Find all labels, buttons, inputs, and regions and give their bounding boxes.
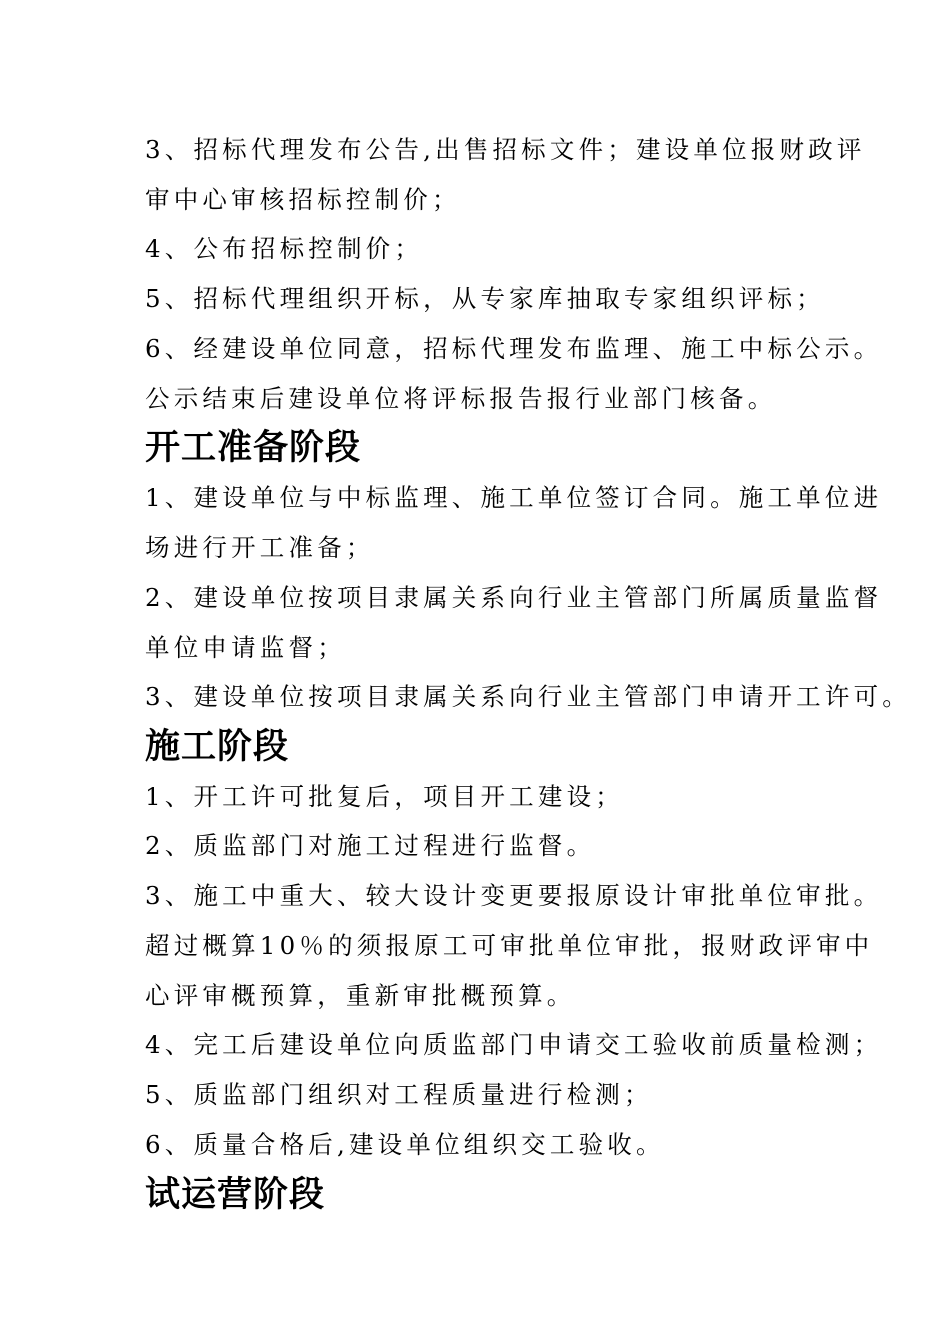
paragraph-line: 4、完工后建设单位向质监部门申请交工验收前质量检测； <box>145 1030 883 1059</box>
paragraph-line: 场进行开工准备； <box>145 533 375 562</box>
paragraph-line: 3、招标代理发布公告,出售招标文件；建设单位报财政评 <box>145 135 866 164</box>
paragraph-line: 审中心审核招标控制价； <box>145 185 461 214</box>
paragraph-line: 2、质监部门对施工过程进行监督。 <box>145 831 596 860</box>
paragraph-line: 3、建设单位按项目隶属关系向行业主管部门申请开工许可。 <box>145 682 911 711</box>
paragraph-line: 超过概算10％的须报原工可审批单位审批，报财政评审中 <box>145 931 874 960</box>
paragraph-line: 公示结束后建设单位将评标报告报行业部门核备。 <box>145 384 777 413</box>
section-heading: 开工准备阶段 <box>145 428 362 468</box>
paragraph-line: 心评审概预算，重新审批概预算。 <box>145 981 576 1010</box>
paragraph-line: 1、开工许可批复后，项目开工建设； <box>145 782 624 811</box>
paragraph-line: 6、经建设单位同意，招标代理发布监理、施工中标公示。 <box>145 334 883 363</box>
paragraph-line: 3、施工中重大、较大设计变更要报原设计审批单位审批。 <box>145 881 883 910</box>
paragraph-line: 单位申请监督； <box>145 633 346 662</box>
paragraph-line: 6、质量合格后,建设单位组织交工验收。 <box>145 1130 665 1159</box>
paragraph-line: 4、公布招标控制价； <box>145 234 424 263</box>
paragraph-line: 1、建设单位与中标监理、施工单位签订合同。施工单位进 <box>145 483 883 512</box>
paragraph-line: 2、建设单位按项目隶属关系向行业主管部门所属质量监督 <box>145 583 883 612</box>
paragraph-line: 5、招标代理组织开标，从专家库抽取专家组织评标； <box>145 284 825 313</box>
section-heading: 施工阶段 <box>145 727 290 767</box>
paragraph-line: 5、质监部门组织对工程质量进行检测； <box>145 1080 653 1109</box>
section-heading: 试运营阶段 <box>145 1175 326 1215</box>
